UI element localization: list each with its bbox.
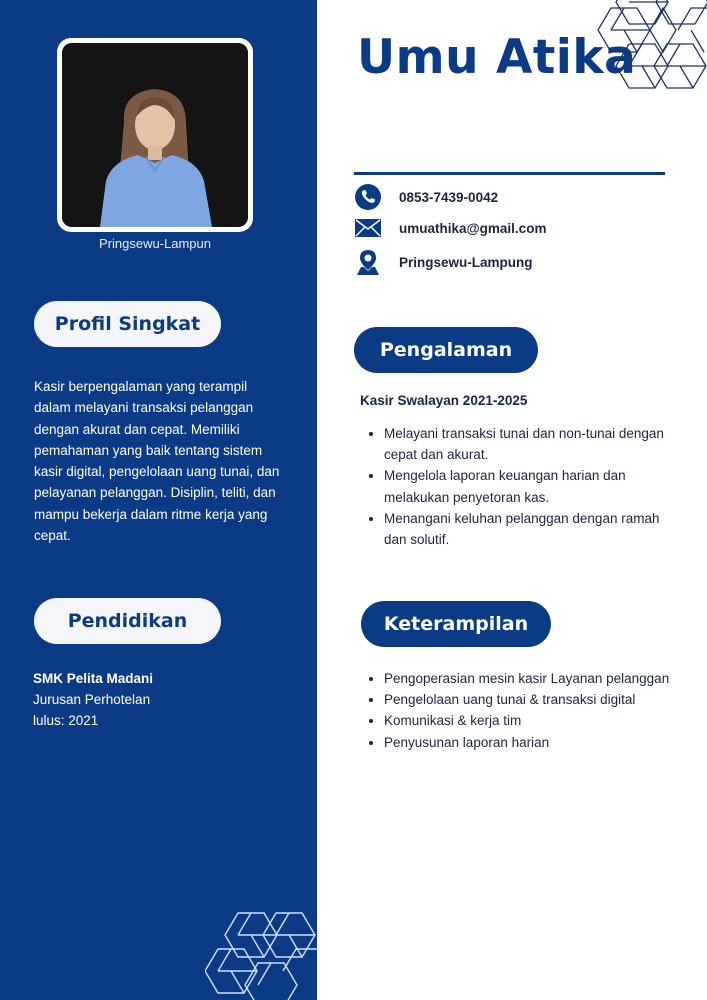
contact-location [353, 249, 533, 275]
job-title: Kasir Swalayan 2021-2025 [360, 393, 528, 408]
hexagon-cube-pattern-icon [205, 905, 317, 1000]
hexagon-cube-pattern-icon [596, 0, 707, 96]
location-text: Pringsewu-Lampung [399, 254, 533, 270]
portrait-image [62, 43, 248, 227]
skill-item: • Penyusunan laporan harian [384, 732, 684, 753]
education-heading: Pendidikan [34, 598, 221, 644]
phone-number[interactable]: 0853-7439-0042 [399, 189, 499, 205]
skills-list [360, 668, 684, 753]
profile-photo [62, 43, 248, 227]
skill-item: • Komunikasi & kerja tim [384, 710, 684, 731]
location-pin-icon [353, 249, 383, 275]
experience-item: • Mengelola laporan keuangan harian dan melakukan penyetoran kas. [384, 465, 684, 507]
skill-item: • Pengelolaan uang tunai & transaksi digital [384, 689, 684, 710]
sidebar [0, 0, 317, 1000]
phone-icon [353, 184, 383, 210]
contact-email [353, 215, 546, 241]
skill-item: • Pengoperasian mesin kasir Layanan pelanggan [384, 668, 684, 689]
profile-heading: Profil Singkat [34, 301, 221, 347]
education-graduation: lulus: 2021 [33, 713, 99, 728]
profile-photo-frame [57, 38, 253, 232]
email-address[interactable]: umuathika@gmail.com [399, 220, 547, 236]
experience-item: • Melayani transaksi tunai dan non-tunai dengan cepat dan akurat. [384, 423, 684, 465]
header-divider [354, 172, 665, 175]
profile-summary: Kasir berpengalaman yang terampil dalam melayani transaksi pelanggan dengan akurat dan cepat. Memiliki pemahaman yang baik tentang sistem kasir digital, pengelolaan uang tunai, dan pelayanan pelanggan. Disiplin, teliti, dan mampu bekerja dalam ritme kerja yang cepat. [34, 379, 280, 544]
candidate-name: Umu Atika [357, 30, 637, 85]
mail-icon [353, 215, 383, 241]
education-school: SMK Pelita Madani [33, 671, 154, 686]
education-block [33, 668, 153, 731]
contact-phone [353, 184, 498, 210]
experience-list [360, 423, 684, 550]
experience-item: • Menangani keluhan pelanggan dengan ramah dan solutif. [384, 508, 684, 550]
photo-caption: Pringsewu-Lampun [98, 236, 211, 251]
skills-heading: Keterampilan [361, 601, 551, 647]
experience-heading: Pengalaman [354, 327, 538, 373]
education-major: Jurusan Perhotelan [33, 692, 151, 707]
